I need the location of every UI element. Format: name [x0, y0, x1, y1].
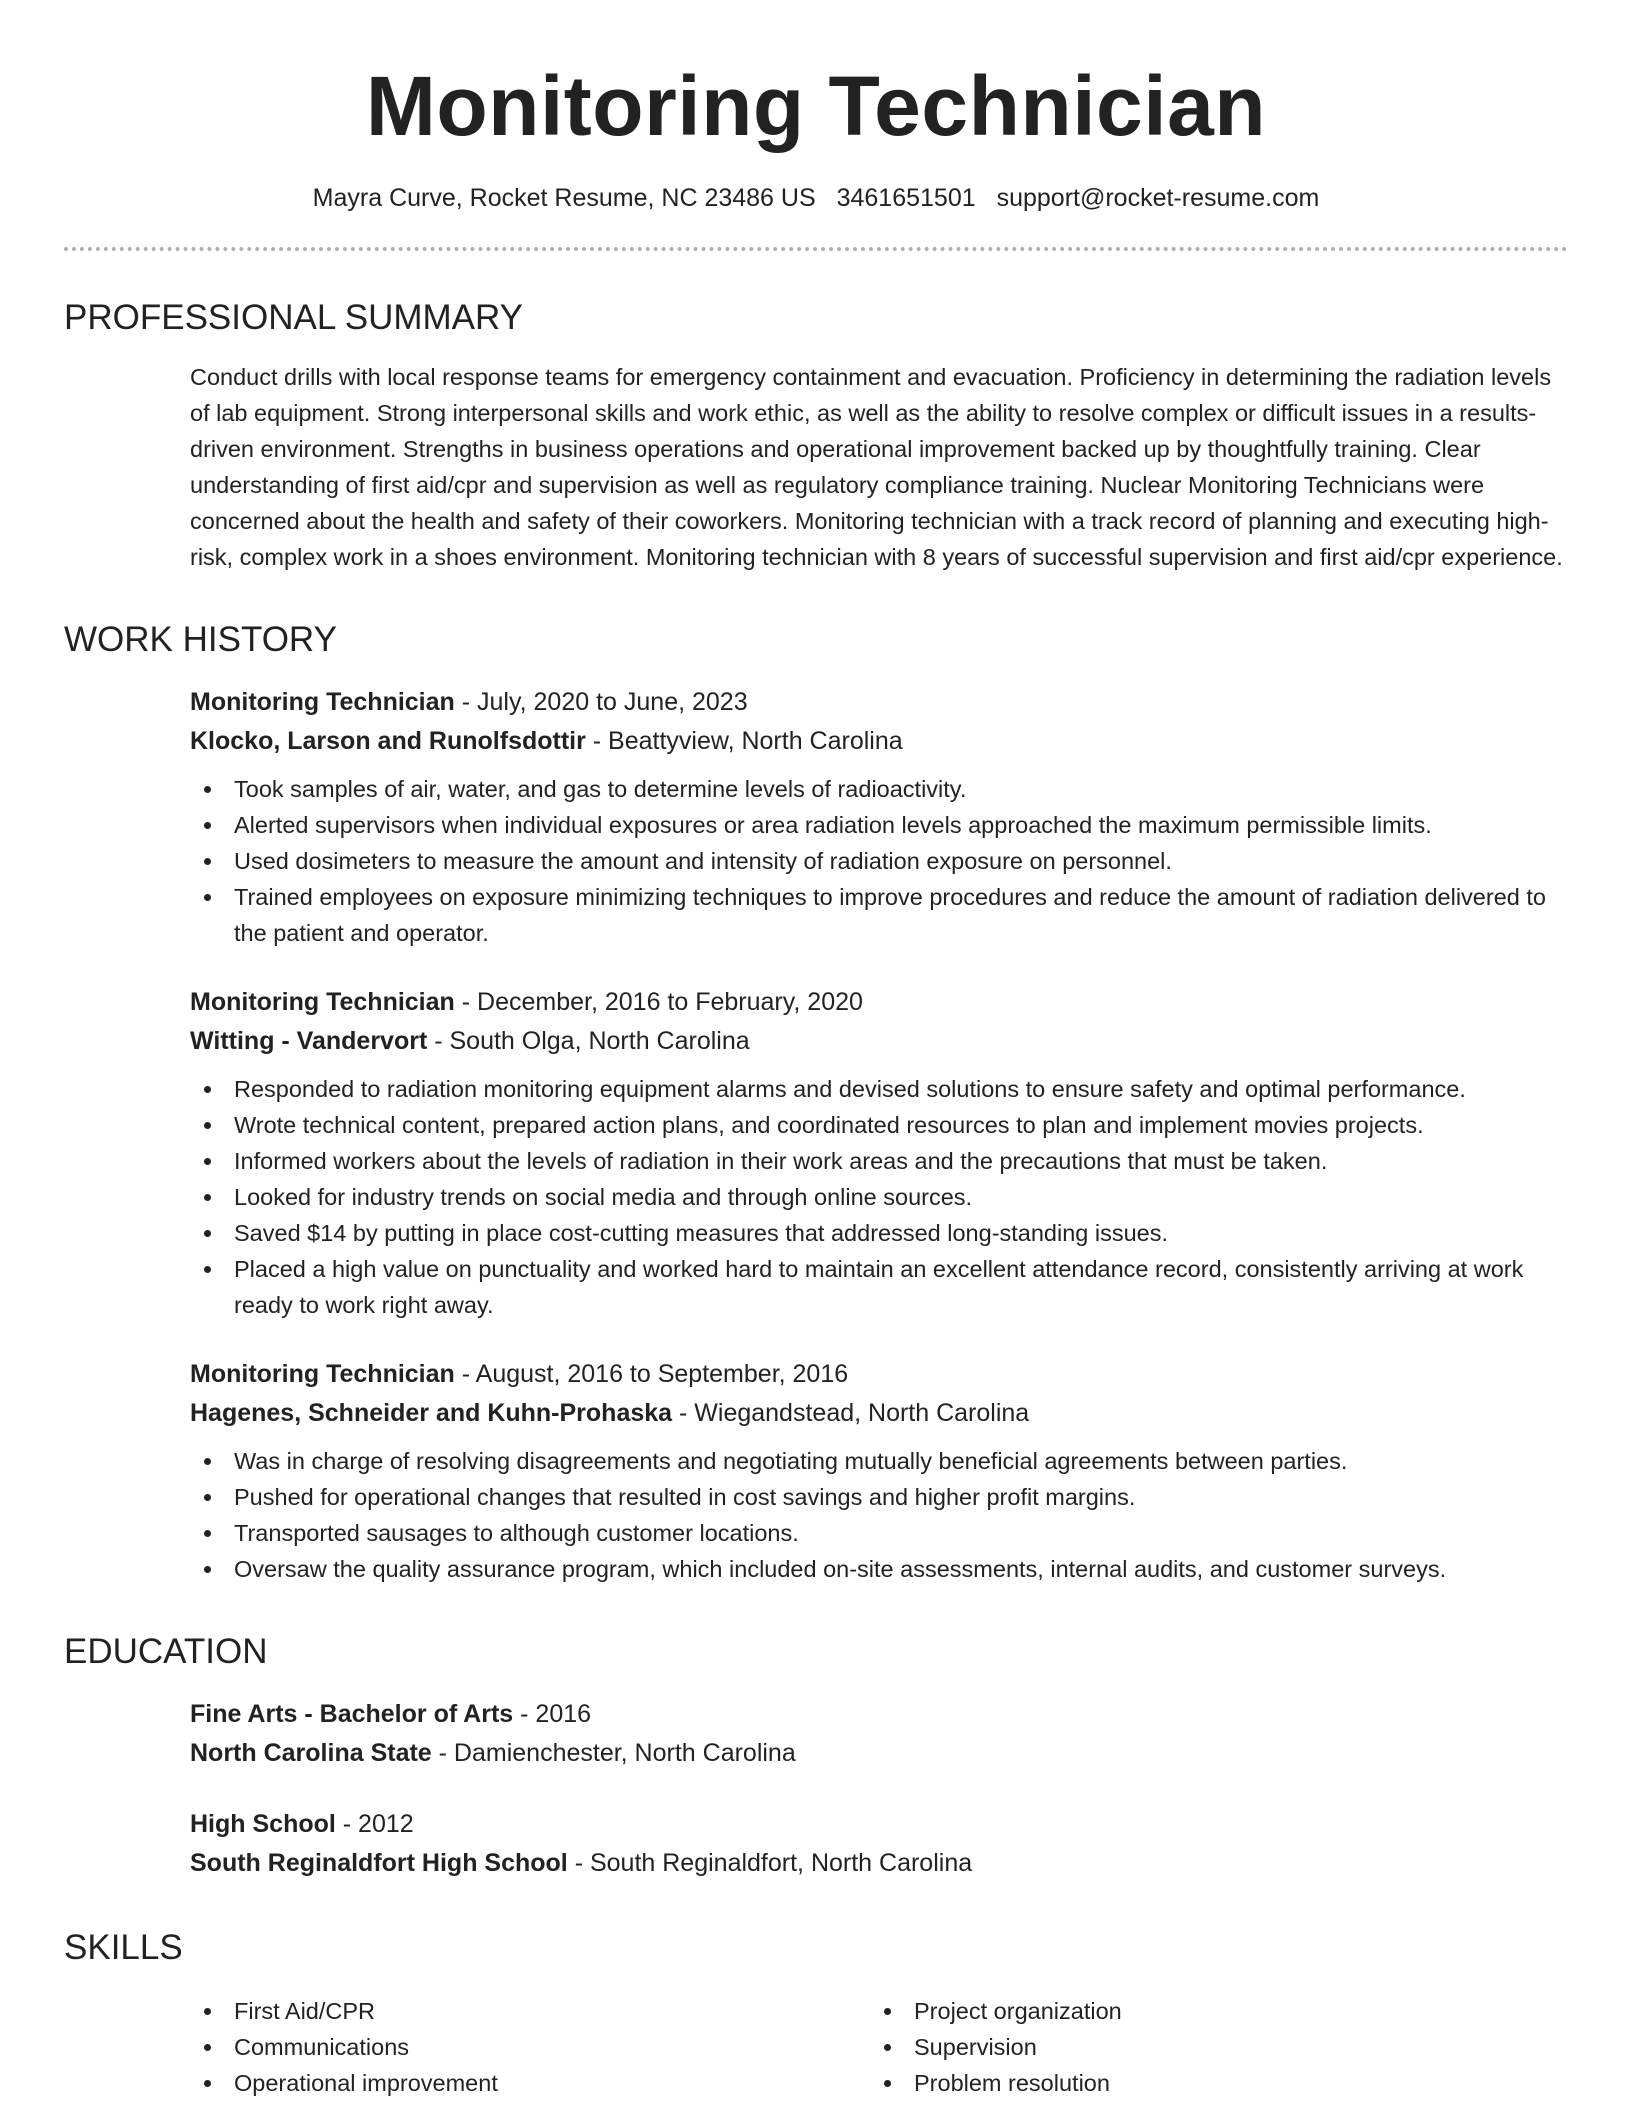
education-heading: EDUCATION [64, 1632, 268, 1671]
job-location: - Beattyview, North Carolina [585, 727, 903, 755]
bullet-item: Transported sausages to although customer locations. [190, 1515, 1568, 1551]
job-company-line [190, 722, 1568, 761]
bullet-item: Placed a high value on punctuality and worked hard to maintain an excellent attendance record, consistently arriving at work ready to work right away. [190, 1251, 1568, 1323]
job-bullets [190, 1443, 1568, 1587]
education-school-line [190, 1844, 1568, 1883]
job-title-line [190, 1355, 1568, 1394]
skill-item: Problem resolution [870, 2065, 1550, 2101]
header-divider [64, 247, 1568, 251]
job-bullets [190, 771, 1568, 951]
bullet-item: Saved $14 by putting in place cost-cutting measures that addressed long-standing issues. [190, 1215, 1568, 1251]
page-title: Monitoring Technician [365, 59, 1267, 153]
job-entry [190, 1355, 1568, 1587]
skills-list-left [190, 1993, 870, 2101]
skills-section [190, 1983, 1568, 2101]
education-school: South Reginaldfort High School [190, 1849, 568, 1877]
education-year: - 2016 [513, 1700, 592, 1728]
bullet-item: Responded to radiation monitoring equipment alarms and devised solutions to ensure safety and optimal performance. [190, 1071, 1568, 1107]
job-company-line [190, 1022, 1568, 1061]
education-school-line [190, 1734, 1568, 1773]
bullet-item: Used dosimeters to measure the amount and intensity of radiation exposure on personnel. [190, 843, 1568, 879]
contact-line [64, 183, 1568, 213]
skill-item: First Aid/CPR [190, 1993, 870, 2029]
bullet-item: Informed workers about the levels of radiation in their work areas and the precautions that must be taken. [190, 1143, 1568, 1179]
contact-email: support@rocket-resume.com [996, 184, 1320, 212]
summary-section [190, 359, 1568, 575]
work-history-section [190, 683, 1568, 1587]
job-dates: - July, 2020 to June, 2023 [454, 688, 748, 716]
bullet-item: Pushed for operational changes that resulted in cost savings and higher profit margins. [190, 1479, 1568, 1515]
job-title: Monitoring Technician [190, 688, 455, 716]
bullet-item: Was in charge of resolving disagreements and negotiating mutually beneficial agreements between parties. [190, 1443, 1568, 1479]
work-history-heading: WORK HISTORY [64, 620, 337, 659]
education-year: - 2012 [335, 1810, 414, 1838]
bullet-item: Wrote technical content, prepared action plans, and coordinated resources to plan and implement movies projects. [190, 1107, 1568, 1143]
bullet-item: Looked for industry trends on social media and through online sources. [190, 1179, 1568, 1215]
bullet-item: Took samples of air, water, and gas to determine levels of radioactivity. [190, 771, 1568, 807]
job-title: Monitoring Technician [190, 988, 455, 1016]
education-degree: High School [190, 1810, 336, 1838]
job-company: Klocko, Larson and Runolfsdottir [190, 727, 586, 755]
education-degree-line [190, 1805, 1568, 1844]
bullet-item: Trained employees on exposure minimizing techniques to improve procedures and reduce the amount of radiation delivered to the patient and operator. [190, 879, 1568, 951]
bullet-item: Alerted supervisors when individual exposures or area radiation levels approached the maximum permissible limits. [190, 807, 1568, 843]
summary-text: Conduct drills with local response teams for emergency containment and evacuation. Proficiency in determining the radiation levels of lab equipment. Strong interpersonal skills and work ethic, as well as the ability to resolve complex or difficult issues in a results-driven environment. Strengths in business operations and operational improvement backed up by thoughtfully training. Clear understanding of first aid/cpr and supervision as well as regulatory compliance training. Nuclear Monitoring Technicians were concerned about the health and safety of their coworkers. Monitoring technician with a track record of planning and executing high-risk, complex work in a shoes environment. Monitoring technician with 8 years of successful supervision and first aid/cpr experience. [190, 364, 1563, 570]
job-entry [190, 983, 1568, 1323]
education-degree-line [190, 1695, 1568, 1734]
education-location: - South Reginaldfort, North Carolina [567, 1849, 973, 1877]
education-degree: Fine Arts - Bachelor of Arts [190, 1700, 514, 1728]
resume-page [64, 0, 1568, 2101]
education-entry [190, 1695, 1568, 1773]
job-title-line [190, 983, 1568, 1022]
skill-item: Communications [190, 2029, 870, 2065]
job-company-line [190, 1394, 1568, 1433]
skills-list-right [870, 1993, 1550, 2101]
job-location: - South Olga, North Carolina [427, 1027, 750, 1055]
job-dates: - December, 2016 to February, 2020 [454, 988, 863, 1016]
education-location: - Damienchester, North Carolina [431, 1739, 796, 1767]
education-section [190, 1695, 1568, 1883]
skill-item: Operational improvement [190, 2065, 870, 2101]
skill-item: Supervision [870, 2029, 1550, 2065]
bullet-item: Oversaw the quality assurance program, which included on-site assessments, internal audits, and customer surveys. [190, 1551, 1568, 1587]
job-company: Hagenes, Schneider and Kuhn-Prohaska [190, 1399, 673, 1427]
education-entry [190, 1805, 1568, 1883]
job-bullets [190, 1071, 1568, 1323]
education-school: North Carolina State [190, 1739, 432, 1767]
contact-address: Mayra Curve, Rocket Resume, NC 23486 US [312, 184, 816, 212]
job-location: - Wiegandstead, North Carolina [672, 1399, 1030, 1427]
job-title: Monitoring Technician [190, 1360, 455, 1388]
contact-phone: 3461651501 [836, 184, 976, 212]
skills-heading: SKILLS [64, 1928, 183, 1967]
job-title-line [190, 683, 1568, 722]
skill-item: Project organization [870, 1993, 1550, 2029]
job-company: Witting - Vandervort [190, 1027, 428, 1055]
job-dates: - August, 2016 to September, 2016 [454, 1360, 849, 1388]
summary-heading: PROFESSIONAL SUMMARY [64, 298, 523, 337]
job-entry [190, 683, 1568, 951]
